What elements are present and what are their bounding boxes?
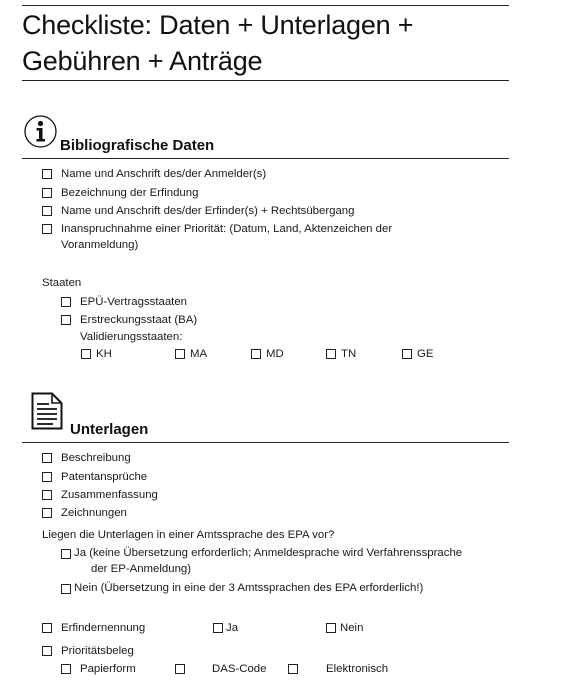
checkbox-beschreibung[interactable] — [42, 453, 52, 463]
checkbox-prioritaet[interactable] — [42, 224, 52, 234]
checkbox-erfinder[interactable] — [42, 206, 52, 216]
checkbox-erfindernennung-ja[interactable] — [213, 623, 223, 633]
erfindernennung-ja: Ja — [226, 622, 239, 634]
erfindernennung-nein: Nein — [340, 622, 364, 634]
checkbox-ge[interactable] — [402, 349, 412, 359]
checkbox-das-code[interactable] — [175, 664, 185, 674]
item-anmelder: Name und Anschrift des/der Anmelder(s) — [61, 168, 267, 180]
item-erfinder: Name und Anschrift des/der Erfinder(s) + Rechtsübergang — [61, 205, 355, 217]
item-beschreibung: Beschreibung — [61, 452, 131, 464]
checkbox-zeichnungen[interactable] — [42, 508, 52, 518]
section-title-unterlagen: Unterlagen — [70, 421, 149, 438]
erfindernennung-label: Erfindernennung — [61, 622, 146, 634]
item-bezeichnung: Bezeichnung der Erfindung — [61, 187, 199, 199]
checkbox-epue-vertragsstaaten[interactable] — [61, 297, 71, 307]
title-top-rule — [22, 5, 509, 6]
option-elektronisch: Elektronisch — [326, 663, 389, 675]
option-papierform: Papierform — [80, 663, 136, 675]
option-tn: TN — [341, 348, 357, 360]
answer-ja-line-1: Ja (keine Übersetzung erforderlich; Anmeldesprache wird Verfahrenssprache — [74, 547, 463, 559]
answer-ja-line-2: der EP-Anmeldung) — [91, 563, 192, 575]
amtssprache-question: Liegen die Unterlagen in einer Amtssprache des EPA vor? — [42, 529, 335, 541]
page-title-line-1: Checkliste: Daten + Unterlagen + — [22, 10, 414, 40]
checkbox-bezeichnung[interactable] — [42, 188, 52, 198]
option-das-code: DAS-Code — [212, 663, 267, 675]
prioritaetsbeleg-label: Prioritätsbeleg — [61, 645, 134, 657]
option-ma: MA — [190, 348, 208, 360]
checkbox-ja-amtssprache[interactable] — [61, 549, 71, 559]
checkbox-erfindernennung[interactable] — [42, 623, 52, 633]
option-kh: KH — [96, 348, 112, 360]
answer-nein: Nein (Übersetzung in eine der 3 Amtssprachen des EPA erforderlich!) — [74, 582, 424, 594]
checkbox-md[interactable] — [251, 349, 261, 359]
item-zusammenfassung: Zusammenfassung — [61, 489, 158, 501]
checkbox-erfindernennung-nein[interactable] — [326, 623, 336, 633]
checkbox-elektronisch[interactable] — [288, 664, 298, 674]
option-epue-vertragsstaaten: EPÜ-Vertragsstaaten — [80, 296, 187, 308]
item-prioritaet-cont: Voranmeldung) — [61, 239, 139, 251]
checkbox-ma[interactable] — [175, 349, 185, 359]
item-patentansprueche: Patentansprüche — [61, 471, 148, 483]
title-bottom-rule — [22, 80, 509, 81]
item-prioritaet: Inanspruchnahme einer Priorität: (Datum, Land, Aktenzeichen der — [61, 223, 393, 235]
document-icon — [31, 392, 63, 430]
checkbox-zusammenfassung[interactable] — [42, 490, 52, 500]
page-title-line-2: Gebühren + Anträge — [22, 46, 263, 76]
info-icon — [24, 115, 57, 148]
checkbox-nein-amtssprache[interactable] — [61, 584, 71, 594]
section2-rule — [22, 442, 509, 443]
checkbox-papierform[interactable] — [61, 664, 71, 674]
checkbox-anmelder[interactable] — [42, 169, 52, 179]
section1-rule — [22, 158, 509, 159]
option-md: MD — [266, 348, 284, 360]
option-erstreckungsstaat: Erstreckungsstaat (BA) — [80, 314, 198, 326]
checkbox-kh[interactable] — [81, 349, 91, 359]
checkbox-tn[interactable] — [326, 349, 336, 359]
checkbox-prioritaetsbeleg[interactable] — [42, 646, 52, 656]
option-ge: GE — [417, 348, 434, 360]
item-zeichnungen: Zeichnungen — [61, 507, 127, 519]
checkbox-patentansprueche[interactable] — [42, 472, 52, 482]
checkbox-erstreckungsstaat[interactable] — [61, 315, 71, 325]
staaten-label: Staaten — [42, 277, 82, 289]
validierungsstaaten-label: Validierungsstaaten: — [80, 331, 183, 343]
section-title-bibliografische-daten: Bibliografische Daten — [60, 137, 215, 154]
